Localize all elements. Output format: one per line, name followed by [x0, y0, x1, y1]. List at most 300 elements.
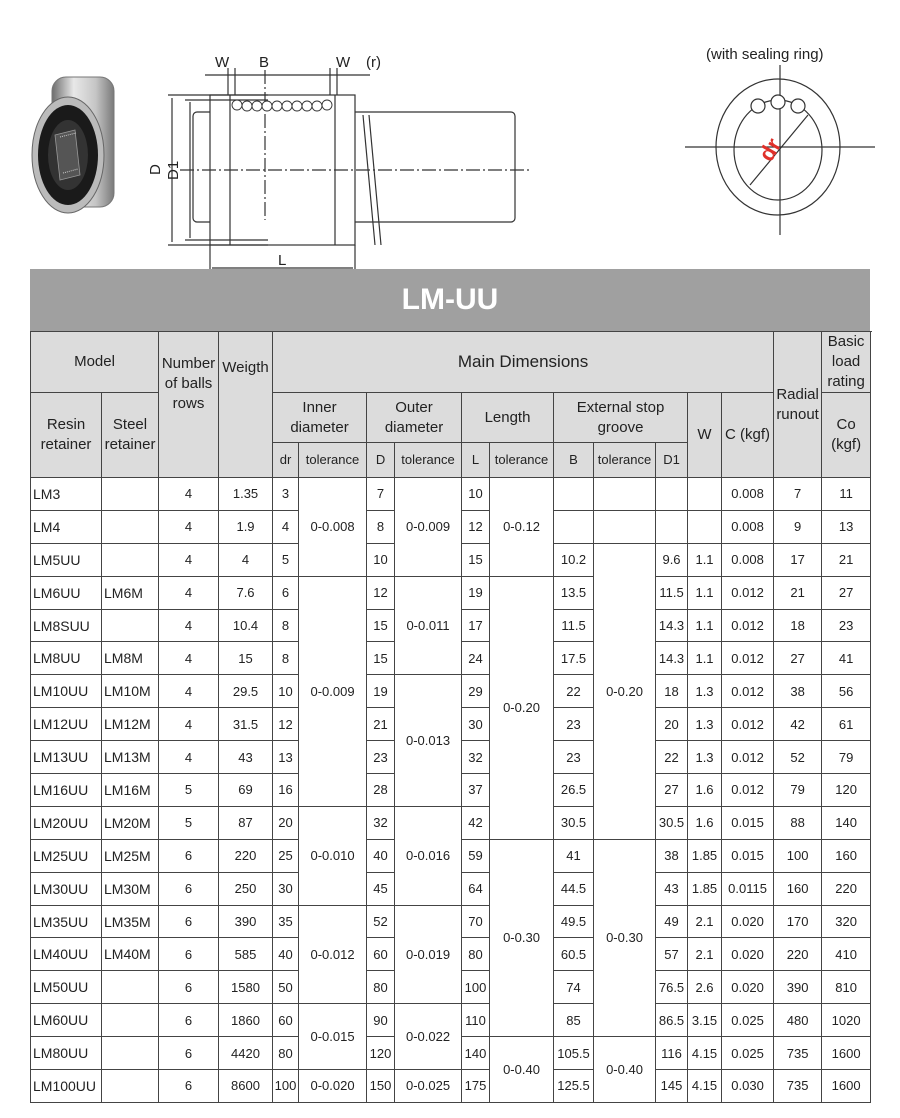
D1 [656, 478, 688, 511]
D1 [656, 510, 688, 543]
svg-text:D1: D1 [165, 160, 182, 180]
B: 74 [554, 971, 594, 1004]
header-B: B [554, 443, 594, 478]
outer-tolerance: 0-0.011 [395, 576, 462, 675]
weight: 15 [219, 642, 273, 675]
weight: 390 [219, 905, 273, 938]
resin-model: LM35UU [31, 905, 102, 938]
svg-text:(r): (r) [366, 54, 381, 71]
resin-model: LM8SUU [31, 609, 102, 642]
L: 24 [462, 642, 490, 675]
weight: 7.6 [219, 576, 273, 609]
C: 735 [774, 1037, 822, 1070]
L: 32 [462, 741, 490, 774]
D: 15 [367, 642, 395, 675]
outer-tolerance: 0-0.022 [395, 1004, 462, 1070]
ball-rows: 5 [159, 806, 219, 839]
Co: 410 [822, 938, 871, 971]
L: 70 [462, 905, 490, 938]
radial-runout: 0.012 [722, 708, 774, 741]
radial-runout: 0.012 [722, 675, 774, 708]
D1: 11.5 [656, 576, 688, 609]
C: 735 [774, 1070, 822, 1103]
header-D1: D1 [656, 443, 688, 478]
D: 40 [367, 839, 395, 872]
ball-rows: 4 [159, 576, 219, 609]
B: 23 [554, 741, 594, 774]
groove-tolerance: 0-0.40 [594, 1037, 656, 1103]
weight: 1580 [219, 971, 273, 1004]
dr: 6 [273, 576, 299, 609]
linear-bearing-photo [30, 75, 125, 220]
Co: 23 [822, 609, 871, 642]
end-view-diagram [680, 40, 880, 240]
D1: 86.5 [656, 1004, 688, 1037]
header-main-dimensions: Main Dimensions [273, 332, 774, 393]
weight: 1.9 [219, 510, 273, 543]
steel-model [102, 971, 159, 1004]
W [688, 510, 722, 543]
specification-table [30, 331, 871, 1103]
W: 1.3 [688, 741, 722, 774]
steel-model [102, 478, 159, 511]
ball-rows: 4 [159, 741, 219, 774]
D: 90 [367, 1004, 395, 1037]
bearing-figure [0, 0, 900, 269]
B: 49.5 [554, 905, 594, 938]
header-ball-rows: Number of balls rows [159, 332, 219, 478]
table-row [31, 576, 871, 609]
ball-rows: 6 [159, 905, 219, 938]
C: 17 [774, 543, 822, 576]
weight: 69 [219, 774, 273, 807]
steel-model: LM16M [102, 774, 159, 807]
header-groove-tolerance: tolerance [594, 443, 656, 478]
inner-tolerance: 0-0.020 [299, 1070, 367, 1103]
D1: 27 [656, 774, 688, 807]
resin-model: LM6UU [31, 576, 102, 609]
header-outer-tolerance: tolerance [395, 443, 462, 478]
W: 2.1 [688, 905, 722, 938]
radial-runout: 0.015 [722, 839, 774, 872]
D: 8 [367, 510, 395, 543]
table-row [31, 905, 871, 938]
W: 1.85 [688, 839, 722, 872]
L: 19 [462, 576, 490, 609]
header-c: C (kgf) [722, 393, 774, 478]
D: 12 [367, 576, 395, 609]
dr: 12 [273, 708, 299, 741]
weight: 8600 [219, 1070, 273, 1103]
B: 10.2 [554, 543, 594, 576]
svg-text:L: L [278, 252, 287, 269]
weight: 87 [219, 806, 273, 839]
L: 10 [462, 478, 490, 511]
C: 100 [774, 839, 822, 872]
dr: 40 [273, 938, 299, 971]
svg-text:W: W [215, 54, 230, 71]
W: 2.1 [688, 938, 722, 971]
D: 23 [367, 741, 395, 774]
steel-model [102, 1004, 159, 1037]
Co: 41 [822, 642, 871, 675]
dr: 10 [273, 675, 299, 708]
Co: 120 [822, 774, 871, 807]
D1: 76.5 [656, 971, 688, 1004]
radial-runout: 0.030 [722, 1070, 774, 1103]
W: 4.15 [688, 1037, 722, 1070]
Co: 1020 [822, 1004, 871, 1037]
outer-tolerance: 0-0.013 [395, 675, 462, 807]
inner-tolerance: 0-0.008 [299, 478, 367, 577]
radial-runout: 0.012 [722, 609, 774, 642]
B: 26.5 [554, 774, 594, 807]
header-inner-tolerance: tolerance [299, 443, 367, 478]
resin-model: LM50UU [31, 971, 102, 1004]
steel-model: LM13M [102, 741, 159, 774]
steel-model [102, 609, 159, 642]
ball-rows: 4 [159, 708, 219, 741]
B: 85 [554, 1004, 594, 1037]
D1: 145 [656, 1070, 688, 1103]
weight: 4420 [219, 1037, 273, 1070]
header-L: L [462, 443, 490, 478]
end-view-label: (with sealing ring) [706, 46, 824, 63]
resin-model: LM5UU [31, 543, 102, 576]
D: 10 [367, 543, 395, 576]
W: 3.15 [688, 1004, 722, 1037]
resin-model: LM25UU [31, 839, 102, 872]
table-row [31, 806, 871, 839]
outer-tolerance: 0-0.019 [395, 905, 462, 1004]
C: 390 [774, 971, 822, 1004]
dr: 25 [273, 839, 299, 872]
D: 120 [367, 1037, 395, 1070]
table-row [31, 675, 871, 708]
dr: 4 [273, 510, 299, 543]
ball-rows: 6 [159, 839, 219, 872]
steel-model: LM35M [102, 905, 159, 938]
weight: 29.5 [219, 675, 273, 708]
B: 125.5 [554, 1070, 594, 1103]
D: 150 [367, 1070, 395, 1103]
W: 1.1 [688, 543, 722, 576]
header-steel-retainer: Steel retainer [102, 393, 159, 478]
L: 59 [462, 839, 490, 872]
outer-tolerance: 0-0.025 [395, 1070, 462, 1103]
C: 21 [774, 576, 822, 609]
D: 32 [367, 806, 395, 839]
ball-rows: 4 [159, 609, 219, 642]
resin-model: LM4 [31, 510, 102, 543]
table-row [31, 1070, 871, 1103]
header-length-tolerance: tolerance [490, 443, 554, 478]
groove-tolerance [594, 478, 656, 511]
svg-text:W: W [336, 54, 351, 71]
svg-text:B: B [259, 54, 270, 71]
table-title: LM-UU [30, 269, 870, 331]
steel-model: LM12M [102, 708, 159, 741]
header-D: D [367, 443, 395, 478]
steel-model [102, 510, 159, 543]
radial-runout: 0.020 [722, 905, 774, 938]
header-external-stop-groove: External stop groove [554, 393, 688, 443]
length-tolerance: 0-0.40 [490, 1037, 554, 1103]
ball-rows: 6 [159, 872, 219, 905]
resin-model: LM40UU [31, 938, 102, 971]
C: 42 [774, 708, 822, 741]
C: 88 [774, 806, 822, 839]
C: 7 [774, 478, 822, 511]
svg-text:D: D [147, 164, 164, 175]
svg-text:dr: dr [753, 133, 787, 166]
B: 30.5 [554, 806, 594, 839]
Co: 810 [822, 971, 871, 1004]
resin-model: LM12UU [31, 708, 102, 741]
Co: 1600 [822, 1070, 871, 1103]
radial-runout: 0.012 [722, 642, 774, 675]
L: 175 [462, 1070, 490, 1103]
ball-rows: 4 [159, 543, 219, 576]
L: 42 [462, 806, 490, 839]
L: 64 [462, 872, 490, 905]
W: 1.6 [688, 774, 722, 807]
radial-runout: 0.0115 [722, 872, 774, 905]
radial-runout: 0.012 [722, 576, 774, 609]
weight: 43 [219, 741, 273, 774]
resin-model: LM3 [31, 478, 102, 511]
D1: 14.3 [656, 609, 688, 642]
Co: 13 [822, 510, 871, 543]
B: 41 [554, 839, 594, 872]
header-inner-diameter: Inner diameter [273, 393, 367, 443]
ball-rows: 5 [159, 774, 219, 807]
D1: 18 [656, 675, 688, 708]
C: 9 [774, 510, 822, 543]
dr: 5 [273, 543, 299, 576]
Co: 27 [822, 576, 871, 609]
L: 30 [462, 708, 490, 741]
ball-rows: 6 [159, 1037, 219, 1070]
B [554, 510, 594, 543]
ball-rows: 6 [159, 971, 219, 1004]
resin-model: LM10UU [31, 675, 102, 708]
B: 22 [554, 675, 594, 708]
Co: 21 [822, 543, 871, 576]
W: 1.3 [688, 708, 722, 741]
radial-runout: 0.025 [722, 1004, 774, 1037]
C: 18 [774, 609, 822, 642]
steel-model: LM40M [102, 938, 159, 971]
header-model: Model [31, 332, 159, 393]
resin-model: LM13UU [31, 741, 102, 774]
dr: 80 [273, 1037, 299, 1070]
radial-runout: 0.008 [722, 510, 774, 543]
L: 37 [462, 774, 490, 807]
header-basic-load-rating: Basic load rating [822, 332, 871, 393]
header-weight: Weigth [219, 332, 273, 478]
radial-runout: 0.020 [722, 938, 774, 971]
steel-model [102, 1070, 159, 1103]
B: 44.5 [554, 872, 594, 905]
D: 21 [367, 708, 395, 741]
L: 110 [462, 1004, 490, 1037]
C: 480 [774, 1004, 822, 1037]
radial-runout: 0.008 [722, 478, 774, 511]
resin-model: LM100UU [31, 1070, 102, 1103]
C: 79 [774, 774, 822, 807]
steel-model: LM20M [102, 806, 159, 839]
dr: 35 [273, 905, 299, 938]
steel-model: LM30M [102, 872, 159, 905]
dr: 20 [273, 806, 299, 839]
steel-model: LM8M [102, 642, 159, 675]
D1: 30.5 [656, 806, 688, 839]
D1: 9.6 [656, 543, 688, 576]
steel-model: LM6M [102, 576, 159, 609]
ball-rows: 4 [159, 675, 219, 708]
W [688, 478, 722, 511]
Co: 160 [822, 839, 871, 872]
dr: 60 [273, 1004, 299, 1037]
D: 52 [367, 905, 395, 938]
length-tolerance: 0-0.20 [490, 576, 554, 839]
D: 60 [367, 938, 395, 971]
ball-rows: 4 [159, 510, 219, 543]
steel-model [102, 1037, 159, 1070]
radial-runout: 0.020 [722, 971, 774, 1004]
resin-model: LM16UU [31, 774, 102, 807]
inner-tolerance: 0-0.015 [299, 1004, 367, 1070]
table-row [31, 478, 871, 511]
C: 170 [774, 905, 822, 938]
weight: 220 [219, 839, 273, 872]
W: 4.15 [688, 1070, 722, 1103]
D: 28 [367, 774, 395, 807]
resin-model: LM80UU [31, 1037, 102, 1070]
header-radial-runout: Radial runout [774, 332, 822, 478]
dr: 100 [273, 1070, 299, 1103]
B: 105.5 [554, 1037, 594, 1070]
W: 2.6 [688, 971, 722, 1004]
L: 17 [462, 609, 490, 642]
W: 1.1 [688, 609, 722, 642]
Co: 220 [822, 872, 871, 905]
weight: 4 [219, 543, 273, 576]
length-tolerance: 0-0.30 [490, 839, 554, 1036]
weight: 1860 [219, 1004, 273, 1037]
resin-model: LM20UU [31, 806, 102, 839]
ball-rows: 6 [159, 1004, 219, 1037]
L: 140 [462, 1037, 490, 1070]
ball-rows: 6 [159, 1070, 219, 1103]
groove-tolerance [594, 510, 656, 543]
C: 160 [774, 872, 822, 905]
W: 1.85 [688, 872, 722, 905]
B: 60.5 [554, 938, 594, 971]
dr: 8 [273, 642, 299, 675]
Co: 11 [822, 478, 871, 511]
B: 11.5 [554, 609, 594, 642]
W: 1.6 [688, 806, 722, 839]
weight: 250 [219, 872, 273, 905]
D1: 20 [656, 708, 688, 741]
ball-rows: 4 [159, 642, 219, 675]
table-row [31, 1004, 871, 1037]
Co: 79 [822, 741, 871, 774]
ball-rows: 6 [159, 938, 219, 971]
dr: 8 [273, 609, 299, 642]
dr: 16 [273, 774, 299, 807]
weight: 31.5 [219, 708, 273, 741]
dr: 3 [273, 478, 299, 511]
Co: 320 [822, 905, 871, 938]
W: 1.1 [688, 576, 722, 609]
B: 13.5 [554, 576, 594, 609]
D1: 57 [656, 938, 688, 971]
weight: 585 [219, 938, 273, 971]
D: 80 [367, 971, 395, 1004]
Co: 1600 [822, 1037, 871, 1070]
D: 7 [367, 478, 395, 511]
groove-tolerance: 0-0.30 [594, 839, 656, 1036]
dr: 30 [273, 872, 299, 905]
length-tolerance: 0-0.12 [490, 478, 554, 577]
dr: 50 [273, 971, 299, 1004]
D1: 116 [656, 1037, 688, 1070]
D: 19 [367, 675, 395, 708]
inner-tolerance: 0-0.012 [299, 905, 367, 1004]
Co: 61 [822, 708, 871, 741]
D1: 14.3 [656, 642, 688, 675]
resin-model: LM8UU [31, 642, 102, 675]
L: 29 [462, 675, 490, 708]
D1: 49 [656, 905, 688, 938]
B: 23 [554, 708, 594, 741]
L: 12 [462, 510, 490, 543]
W: 1.3 [688, 675, 722, 708]
W: 1.1 [688, 642, 722, 675]
ball-rows: 4 [159, 478, 219, 511]
C: 27 [774, 642, 822, 675]
header-length: Length [462, 393, 554, 443]
D1: 43 [656, 872, 688, 905]
header-dr: dr [273, 443, 299, 478]
B [554, 478, 594, 511]
steel-model: LM25M [102, 839, 159, 872]
radial-runout: 0.025 [722, 1037, 774, 1070]
outer-tolerance: 0-0.009 [395, 478, 462, 577]
groove-tolerance: 0-0.20 [594, 543, 656, 839]
L: 15 [462, 543, 490, 576]
D: 45 [367, 872, 395, 905]
weight: 10.4 [219, 609, 273, 642]
dimension-diagram [140, 40, 570, 269]
C: 38 [774, 675, 822, 708]
C: 52 [774, 741, 822, 774]
resin-model: LM60UU [31, 1004, 102, 1037]
dr: 13 [273, 741, 299, 774]
Co: 56 [822, 675, 871, 708]
header-co: Co (kgf) [822, 393, 871, 478]
radial-runout: 0.012 [722, 741, 774, 774]
inner-tolerance: 0-0.010 [299, 806, 367, 905]
resin-model: LM30UU [31, 872, 102, 905]
steel-model: LM10M [102, 675, 159, 708]
L: 100 [462, 971, 490, 1004]
C: 220 [774, 938, 822, 971]
D1: 38 [656, 839, 688, 872]
